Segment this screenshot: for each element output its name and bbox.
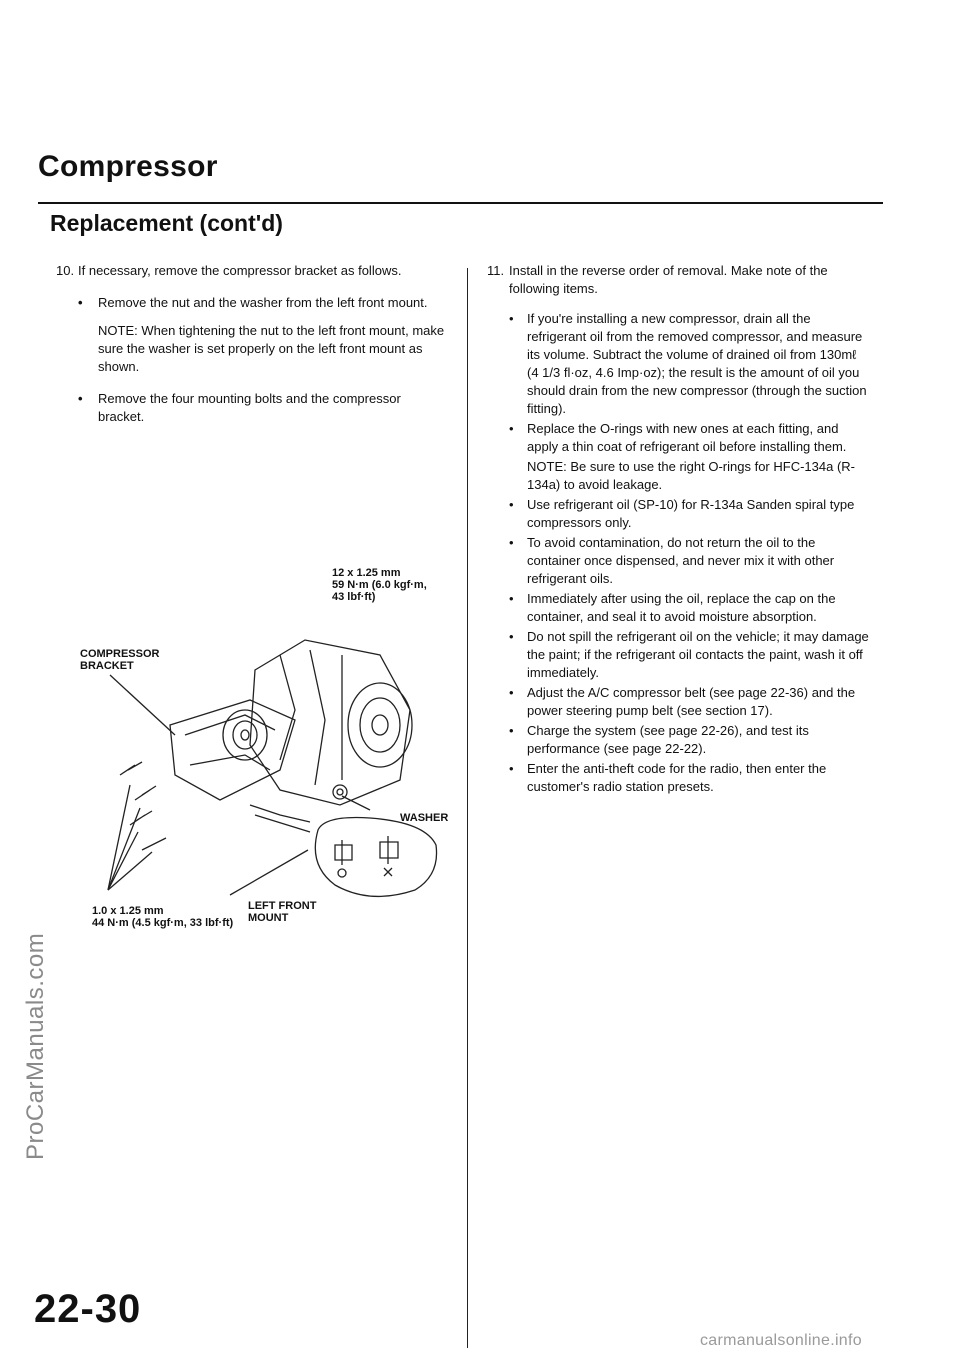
step-10 [56,262,448,280]
list-item [509,684,869,720]
side-watermark: ProCarManuals.com [22,932,49,1160]
label-line: BRACKET [80,660,134,672]
bullet-icon: • [509,311,514,326]
diagram-drawing [80,560,470,950]
bullet-text: Enter the anti-theft code for the radio, then enter the customer's radio station presets. [527,761,827,794]
bullet-note: NOTE: When tightening the nut to the left front mount, make sure the washer is set properly on the left front mount as shown. [98,323,445,374]
title-rule [38,202,883,204]
step-number: 10. [56,263,75,278]
bullet-icon: • [509,591,514,606]
bullet-icon: • [509,761,514,776]
spec-line: 59 N·m (6.0 kgf·m, [332,579,427,591]
section-subtitle: Replacement (cont'd) [50,210,283,236]
spec-line: 1.0 x 1.25 mm [92,905,164,917]
list-item [509,496,869,532]
bullet-text: Charge the system (see page 22-26), and test its performance (see page 22-22). [527,723,809,756]
install-notes-list [487,310,869,796]
bullet-icon: • [509,421,514,436]
bullet-text: Remove the nut and the washer from the left front mount. [98,295,428,310]
spec-line: 12 x 1.25 mm [332,567,401,579]
bullet-icon: • [78,295,83,310]
bullet-text: Adjust the A/C compressor belt (see page 22-36) and the power steering pump belt (see section 17). [527,685,856,718]
step-text: If necessary, remove the compressor bracket as follows. [78,263,402,278]
list-item [509,590,869,626]
mounting-bolt-spec [92,905,233,929]
left-front-mount-label [248,900,316,924]
bullet-text: Remove the four mounting bolts and the compressor bracket. [98,391,401,424]
list-item [56,294,448,376]
right-column [487,262,869,798]
list-item [509,534,869,588]
bullet-text: If you're installing a new compressor, drain all the refrigerant oil from the removed compressor, and measure its volume. Subtract the volume of drained oil from 130mℓ (4 1/3 fl·oz, 4.6 Imp·oz); the result is the amount of oil you should drain from the new compressor (through the suction fitting). [527,311,867,416]
bullet-text: Do not spill the refrigerant oil on the vehicle; it may damage the paint; if the refrigerant oil contacts the paint, wash it off immediately. [527,629,869,680]
footer-watermark: carmanualsonline.info [700,1332,862,1349]
bullet-text: Replace the O-rings with new ones at each fitting, and apply a thin coat of refrigerant oil before installing them. [527,421,847,454]
left-column [56,262,448,426]
list-item [509,628,869,682]
bullet-icon: • [78,391,83,406]
bullet-icon: • [509,685,514,700]
compressor-bracket-diagram [80,560,470,950]
bullet-note: NOTE: Be sure to use the right O-rings for HFC-134a (R-134a) to avoid leakage. [527,459,855,492]
step-11 [487,262,869,298]
list-item [509,722,869,758]
bullet-text: Immediately after using the oil, replace the cap on the container, and seal it to avoid moisture absorption. [527,591,836,624]
step-number: 11. [487,263,505,278]
step-text: Install in the reverse order of removal. Make note of the following items. [509,263,828,296]
bullet-icon: • [509,723,514,738]
bullet-icon: • [509,535,514,550]
label-line: COMPRESSOR [80,648,160,660]
label-line: MOUNT [248,912,289,924]
bullet-text: To avoid contamination, do not return the oil to the container once dispensed, and never mix it with other refrigerant oils. [527,535,835,586]
bullet-icon: • [509,497,514,512]
bullet-text: Use refrigerant oil (SP-10) for R-134a Sanden spiral type compressors only. [527,497,855,530]
list-item [509,420,869,494]
label-line: LEFT FRONT [248,900,317,912]
spec-line: 43 lbf·ft) [332,591,376,603]
list-item [509,310,869,418]
bullet-icon: • [509,629,514,644]
washer-label: WASHER [400,812,449,824]
spec-line: 44 N·m (4.5 kgf·m, 33 lbf·ft) [92,917,234,929]
page-number: 22-30 [34,1287,142,1331]
top-bolt-spec [332,567,427,603]
bracket-label [80,648,159,672]
list-item [509,760,869,796]
list-item [56,390,448,426]
page-title: Compressor [38,150,218,183]
